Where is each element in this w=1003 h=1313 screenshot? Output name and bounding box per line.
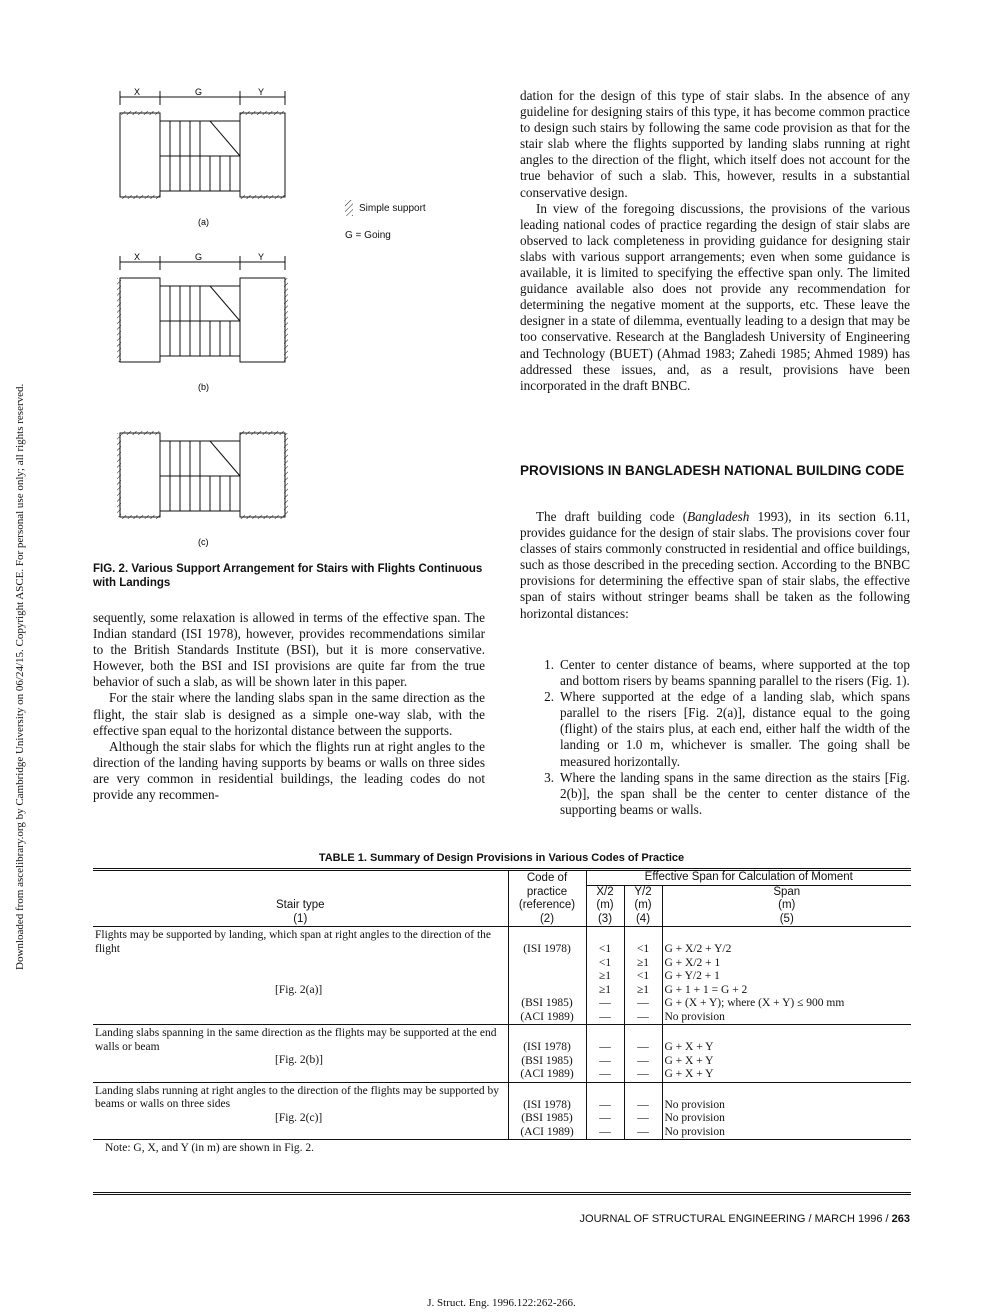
table-row: ≥1 ≥1 G + 1 + 1 = G + 2 xyxy=(93,984,911,998)
journal-footer: JOURNAL OF STRUCTURAL ENGINEERING / MARCH 1996 / 263 xyxy=(579,1213,910,1225)
table-bottom-rule xyxy=(93,1192,911,1195)
dim-g-a: G xyxy=(195,87,203,97)
bnbc-paragraph: The draft building code (Bangladesh 1993), in its section 6.11, provides guidance for the design of stair slabs. The provisions cover four classes of stairs commonly constructed in residential and office buildings, such as those described in the preceding section. According to the BNBC provisions for determining the effective span of stair slabs, the effective span of stairs without stringer beams shall be taken as the following horizontal distances: xyxy=(520,509,910,621)
table-caption: TABLE 1. Summary of Design Provisions in Various Codes of Practice xyxy=(318,852,685,864)
section-heading: PROVISIONS IN BANGLADESH NATIONAL BUILDING CODE xyxy=(520,463,905,478)
diagram-c xyxy=(117,431,288,547)
paragraph: dation for the design of this type of stair slabs. In the absence of any guideline for designing stairs of this type, it has become common practice to design such stairs by following the same code provision as that for the stair slab where the flights supported by landing slabs running at right angles to the direction of the flight, which itself does not account for the true behavior of such a slab. This, however, results in a substantial conservative design. xyxy=(520,88,910,200)
list-item: 2. Where supported at the edge of a landing slab, which spans parallel to the risers [Fig. 2(a)], distance equal to the going (flight) of the stairs plus, at each end, either half the width of the landing or 1.0 m, whichever is smaller. The going shall be measured horizontally. xyxy=(544,689,910,769)
list-item: 1. Center to center distance of beams, where supported at the top and bottom risers by beams spanning parallel to the risers (Fig. 1). xyxy=(544,657,910,689)
table-row: (ACI 1989) — — G + X + Y xyxy=(93,1068,911,1082)
side-download-note: Downloaded from ascelibrary.org by Cambridge University on 06/24/15. Copyright ASCE. For personal use only; all rights reserved. xyxy=(14,383,26,970)
figure-2 xyxy=(100,85,400,555)
dim-y-b: Y xyxy=(258,252,265,262)
sublabel-b: (b) xyxy=(198,382,209,392)
design-provisions-table: Stair type (1) Code of practice (reference) (2) Effective Span for Calculation of Moment X/2 (m) (3) Y/2 (m) (4) Span (m) (5) Flights may be supported by landing, which span at right angles to the direction of the flight [Fig. 2(a)] (ISI 1978) <1 <1 G + X/2 + Y/2 <1 ≥1 G + X/2 + 1 ≥1 <1 G + Y/2 + 1 ≥1 ≥1 G + 1 + 1 = G + 2 (BSI 1985) — — G + (X + Y); where (X + Y) ≤ 900 mm (ACI 1989) — — No provision Landing slabs spanning in the same direction as the flights may be supported at the end walls or beam [Fig. 2(b)] (ISI 1978) — — G + X + Y (BSI 1985) — — G + X + Y (ACI 1989) — — G + X + Y Landing slabs running at right angles to the direction of the flights may be supported by beams or walls on three sides [Fig. 2(c)] (ISI 1978) — — No provision (BSI 1985) — — No provision (ACI 1989) — — No provision Note: G, X, and Y (in m) are shown in Fig. 2. xyxy=(93,868,911,1158)
table-row: (ACI 1989) — — No provision xyxy=(93,1011,911,1025)
sublabel-c: (c) xyxy=(198,537,209,547)
list-item: 3. Where the landing spans in the same direction as the stairs [Fig. 2(b)], the span shall be the center to center distance of the supporting beams or walls. xyxy=(544,769,910,817)
paragraph: sequently, some relaxation is allowed in terms of the effective span. The Indian standard (ISI 1978), however, provides recommendations similar to the British Standards Institute (BSI), but it is more conservative. However, both the BSI and ISI provisions are quite far from the true behavior of such a slab, as will be shown later in this paper. xyxy=(93,610,485,690)
diagram-b xyxy=(117,252,288,392)
dim-g-b: G xyxy=(195,252,203,262)
table-row: Flights may be supported by landing, which span at right angles to the direction of the flight [Fig. 2(a)] (ISI 1978) <1 <1 G + X/2 + Y/2 xyxy=(93,927,911,957)
paragraph: Although the stair slabs for which the flights run at right angles to the direction of the landing having supports by beams or walls on three sides are very common in residential buildings, the leading codes do not provide any recommen- xyxy=(93,738,485,803)
paragraph: In view of the foregoing discussions, the provisions of the various leading national codes of practice regarding the design of stair slabs are observed to lack completeness in providing guidance for designing stair slabs with various support arrangements; even when some guidance is available, it is limited to specifying the effective span only. The limited guidance available also does not provide any recommendation for determining the negative moment at the supports, etc. These leave the designer in a state of dilemma, eventually leading to a design that may be too conservative. Research at the Bangladesh University of Engineering and Technology (BUET) (Ahmad 1983; Zahedi 1985; Ahmed 1989) has addressed these issues, and, as a result, provisions have been incorporated in the draft BNBC. xyxy=(520,200,910,393)
legend-simple-support: Simple support xyxy=(359,202,426,214)
figure-caption: FIG. 2. Various Support Arrangement for Stairs with Flights Continuous with Landings xyxy=(93,563,483,589)
diagram-a xyxy=(120,87,285,227)
legend-going: G = Going xyxy=(345,230,391,241)
span-rules-list xyxy=(520,657,910,818)
table-row: Landing slabs running at right angles to the direction of the flights may be supported by beams or walls on three sides [Fig. 2(c)] (ISI 1978) — — No provision xyxy=(93,1082,911,1112)
table-row: (BSI 1985) — — No provision xyxy=(93,1112,911,1126)
table-row: (ACI 1989) — — No provision xyxy=(93,1126,911,1140)
table-row: (BSI 1985) — — G + (X + Y); where (X + Y) ≤ 900 mm xyxy=(93,997,911,1011)
support-hatch-icon xyxy=(345,200,353,216)
table-row: ≥1 <1 G + Y/2 + 1 xyxy=(93,970,911,984)
table-note-row: Note: G, X, and Y (in m) are shown in Fig. 2. xyxy=(105,1142,314,1154)
table-row: <1 ≥1 G + X/2 + 1 xyxy=(93,957,911,971)
citation: J. Struct. Eng. 1996.122:262-266. xyxy=(427,1297,576,1309)
figure-legend xyxy=(345,200,426,255)
dim-x-a: X xyxy=(134,87,141,97)
header-effective-span: Effective Span for Calculation of Moment xyxy=(586,870,911,886)
dim-x-b: X xyxy=(134,252,141,262)
left-column-text xyxy=(93,610,485,803)
table-row: (BSI 1985) — — G + X + Y xyxy=(93,1055,911,1069)
page-number: 263 xyxy=(891,1213,910,1225)
paragraph: For the stair where the landing slabs span in the same direction as the flight, the stair slab is designed as a simple one-way slab, with the effective span equal to the horizontal distance between the supports. xyxy=(93,690,485,738)
table-row: Landing slabs spanning in the same direction as the flights may be supported at the end walls or beam [Fig. 2(b)] (ISI 1978) — — G + X + Y xyxy=(93,1025,911,1055)
right-column-text xyxy=(520,88,910,394)
sublabel-a: (a) xyxy=(198,217,209,227)
stair-diagrams xyxy=(100,85,400,555)
header-stair-type: Stair type xyxy=(275,899,325,911)
dim-y-a: Y xyxy=(258,87,265,97)
